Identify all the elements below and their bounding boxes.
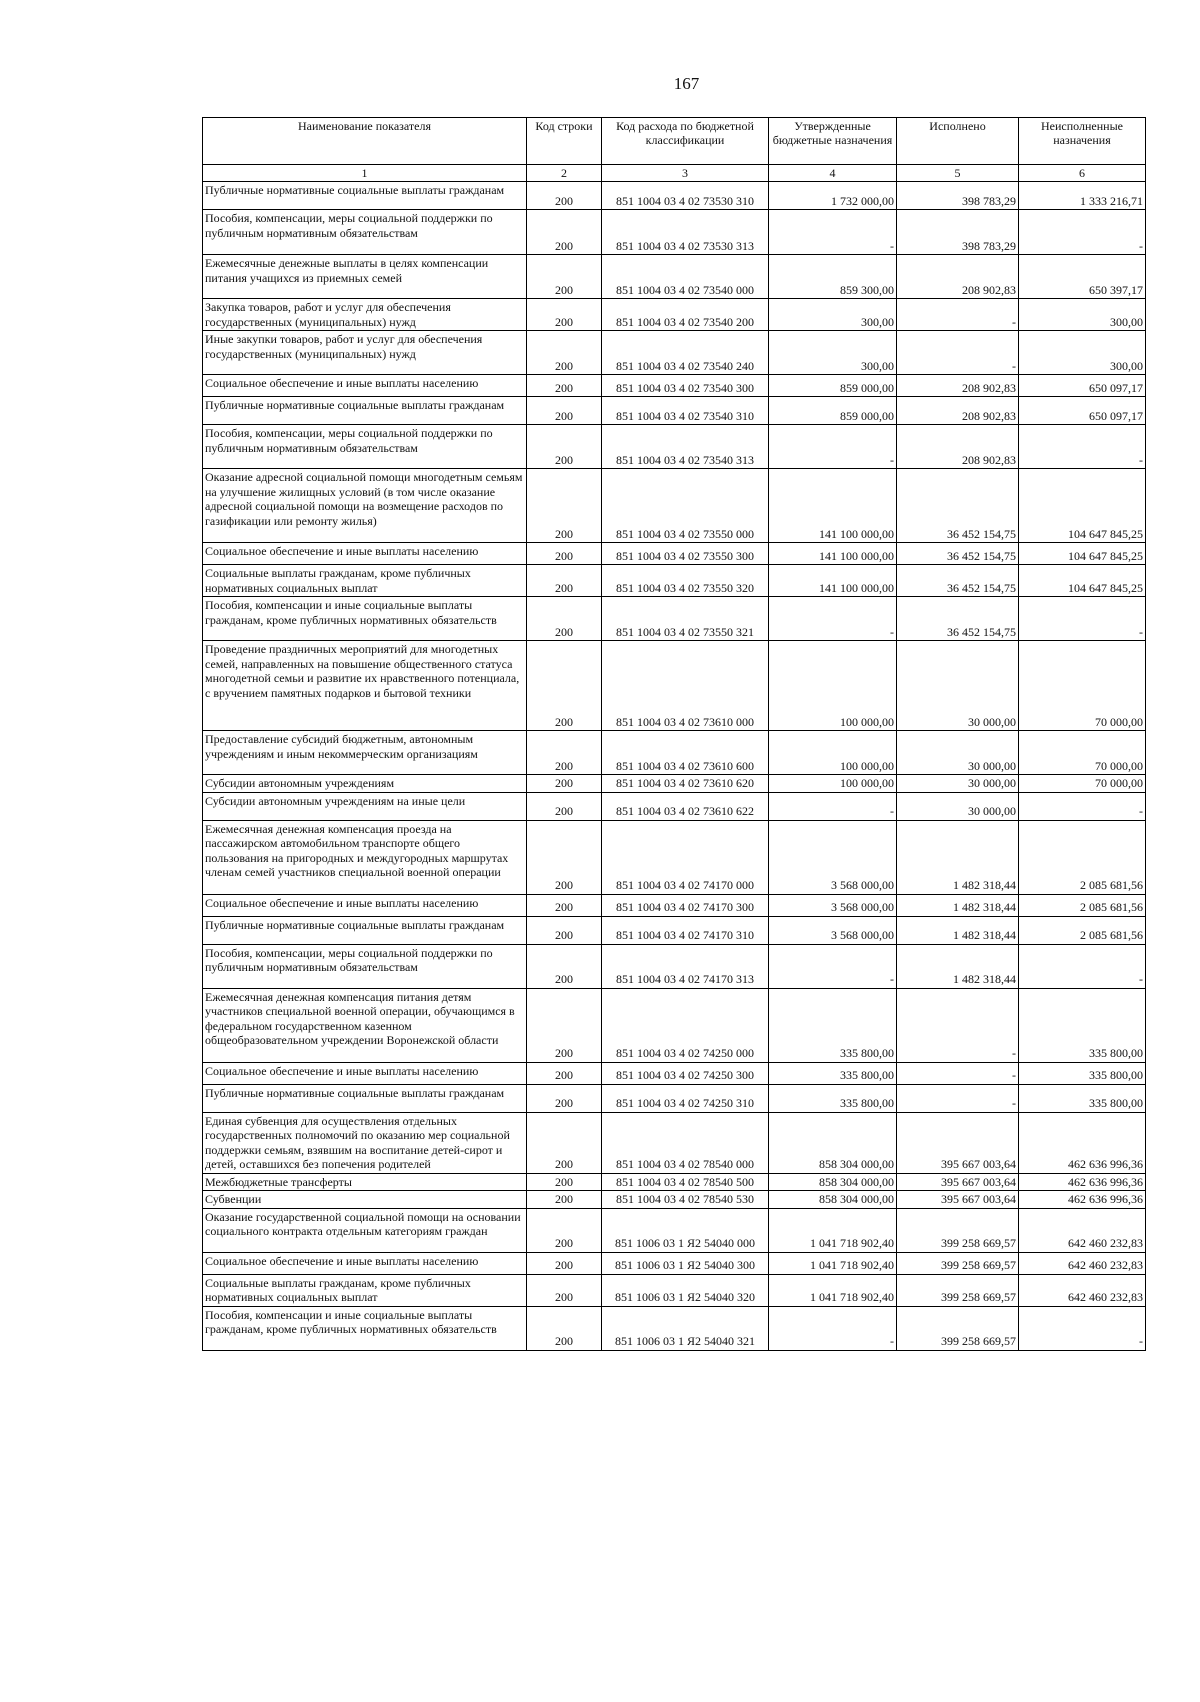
row-expense-code: 851 1004 03 4 02 73610 622 xyxy=(602,792,769,820)
row-expense-code: 851 1004 03 4 02 73610 620 xyxy=(602,775,769,793)
row-remaining: 104 647 845,25 xyxy=(1019,565,1146,597)
column-number: 6 xyxy=(1019,165,1146,182)
page-number: 167 xyxy=(673,74,700,93)
row-name: Субсидии автономным учреждениям на иные цели xyxy=(203,792,527,820)
row-approved: - xyxy=(769,425,897,469)
row-line-code: 200 xyxy=(527,331,602,375)
row-name: Ежемесячные денежные выплаты в целях компенсации питания учащихся из приемных семей xyxy=(203,255,527,299)
row-name: Закупка товаров, работ и услуг для обеспечения государственных (муниципальных) нужд xyxy=(203,299,527,331)
row-remaining: 1 333 216,71 xyxy=(1019,182,1146,210)
row-name: Социальное обеспечение и иные выплаты населению xyxy=(203,375,527,397)
row-approved: 858 304 000,00 xyxy=(769,1191,897,1209)
row-expense-code: 851 1004 03 4 02 74170 310 xyxy=(602,916,769,944)
row-line-code: 200 xyxy=(527,1274,602,1306)
table-row xyxy=(203,299,1146,331)
row-executed: 36 452 154,75 xyxy=(897,543,1019,565)
row-executed: 1 482 318,44 xyxy=(897,894,1019,916)
table-row xyxy=(203,792,1146,820)
table-body xyxy=(203,182,1146,1351)
row-executed: 1 482 318,44 xyxy=(897,820,1019,894)
row-line-code: 200 xyxy=(527,375,602,397)
row-expense-code: 851 1004 03 4 02 73540 313 xyxy=(602,425,769,469)
row-expense-code: 851 1004 03 4 02 73530 310 xyxy=(602,182,769,210)
row-approved: 141 100 000,00 xyxy=(769,565,897,597)
row-approved: 859 000,00 xyxy=(769,375,897,397)
row-line-code: 200 xyxy=(527,1173,602,1191)
row-name: Единая субвенция для осуществления отдельных государственных полномочий по оказанию мер социальной поддержки семьям, взявшим на воспитание детей-сирот и детей, оставшихся без попечения родителей xyxy=(203,1112,527,1173)
row-approved: 141 100 000,00 xyxy=(769,543,897,565)
row-approved: 1 041 718 902,40 xyxy=(769,1274,897,1306)
row-approved: 300,00 xyxy=(769,331,897,375)
row-expense-code: 851 1004 03 4 02 73550 320 xyxy=(602,565,769,597)
row-executed: 398 783,29 xyxy=(897,210,1019,255)
row-expense-code: 851 1004 03 4 02 73610 600 xyxy=(602,731,769,775)
table-row xyxy=(203,894,1146,916)
row-expense-code: 851 1004 03 4 02 73540 000 xyxy=(602,255,769,299)
row-approved: 1 732 000,00 xyxy=(769,182,897,210)
row-name: Социальное обеспечение и иные выплаты населению xyxy=(203,1252,527,1274)
row-name: Межбюджетные трансферты xyxy=(203,1173,527,1191)
row-approved: 100 000,00 xyxy=(769,775,897,793)
row-line-code: 200 xyxy=(527,894,602,916)
row-line-code: 200 xyxy=(527,425,602,469)
table-row xyxy=(203,543,1146,565)
row-name: Социальные выплаты гражданам, кроме публичных нормативных социальных выплат xyxy=(203,565,527,597)
row-approved: 300,00 xyxy=(769,299,897,331)
row-approved: 3 568 000,00 xyxy=(769,916,897,944)
row-approved: 858 304 000,00 xyxy=(769,1173,897,1191)
row-line-code: 200 xyxy=(527,397,602,425)
row-remaining: 2 085 681,56 xyxy=(1019,894,1146,916)
row-executed: 399 258 669,57 xyxy=(897,1274,1019,1306)
header-indicator-name: Наименование показателя xyxy=(203,118,527,165)
row-remaining: - xyxy=(1019,1306,1146,1350)
table-row xyxy=(203,255,1146,299)
table-row xyxy=(203,1062,1146,1084)
row-line-code: 200 xyxy=(527,299,602,331)
row-line-code: 200 xyxy=(527,1208,602,1252)
table-row xyxy=(203,820,1146,894)
row-line-code: 200 xyxy=(527,255,602,299)
row-name: Проведение праздничных мероприятий для многодетных семей, направленных на повышение общественного статуса многодетной семьи и развитие их нравственного потенциала, с вручением памятных подарков и бытовой техники xyxy=(203,641,527,731)
row-executed: - xyxy=(897,1084,1019,1112)
row-expense-code: 851 1004 03 4 02 78540 000 xyxy=(602,1112,769,1173)
row-name: Оказание адресной социальной помощи многодетным семьям на улучшение жилищных условий (в том числе оказание адресной социальной помощи на возмещение расходов по газификации или ремонту жилья) xyxy=(203,469,527,543)
row-approved: - xyxy=(769,210,897,255)
row-approved: 3 568 000,00 xyxy=(769,820,897,894)
row-expense-code: 851 1004 03 4 02 74250 300 xyxy=(602,1062,769,1084)
row-approved: - xyxy=(769,597,897,641)
row-name: Публичные нормативные социальные выплаты гражданам xyxy=(203,1084,527,1112)
row-remaining: 335 800,00 xyxy=(1019,1062,1146,1084)
row-executed: 399 258 669,57 xyxy=(897,1252,1019,1274)
row-executed: - xyxy=(897,1062,1019,1084)
row-remaining: 650 397,17 xyxy=(1019,255,1146,299)
row-expense-code: 851 1004 03 4 02 73540 300 xyxy=(602,375,769,397)
table-row xyxy=(203,944,1146,988)
row-line-code: 200 xyxy=(527,597,602,641)
row-remaining: 104 647 845,25 xyxy=(1019,543,1146,565)
row-remaining: 70 000,00 xyxy=(1019,731,1146,775)
column-number-row xyxy=(203,165,1146,182)
row-remaining: - xyxy=(1019,944,1146,988)
row-approved: - xyxy=(769,1306,897,1350)
row-name: Публичные нормативные социальные выплаты гражданам xyxy=(203,916,527,944)
header-approved: Утвержденные бюджетные назначения xyxy=(769,118,897,165)
row-executed: 208 902,83 xyxy=(897,255,1019,299)
row-executed: 208 902,83 xyxy=(897,397,1019,425)
row-name: Оказание государственной социальной помощи на основании социального контракта отдельным категориям граждан xyxy=(203,1208,527,1252)
row-remaining: 462 636 996,36 xyxy=(1019,1173,1146,1191)
row-approved: 1 041 718 902,40 xyxy=(769,1208,897,1252)
row-expense-code: 851 1004 03 4 02 73610 000 xyxy=(602,641,769,731)
row-line-code: 200 xyxy=(527,1084,602,1112)
row-expense-code: 851 1004 03 4 02 73530 313 xyxy=(602,210,769,255)
row-expense-code: 851 1004 03 4 02 78540 500 xyxy=(602,1173,769,1191)
table-row xyxy=(203,731,1146,775)
row-executed: - xyxy=(897,331,1019,375)
row-name: Пособия, компенсации, меры социальной поддержки по публичным нормативным обязательствам xyxy=(203,944,527,988)
row-approved: 1 041 718 902,40 xyxy=(769,1252,897,1274)
header-remaining: Неисполненные назначения xyxy=(1019,118,1146,165)
row-line-code: 200 xyxy=(527,641,602,731)
row-line-code: 200 xyxy=(527,543,602,565)
row-name: Иные закупки товаров, работ и услуг для обеспечения государственных (муниципальных) нужд xyxy=(203,331,527,375)
column-number: 5 xyxy=(897,165,1019,182)
row-line-code: 200 xyxy=(527,1306,602,1350)
header-expense-code: Код расхода по бюджетной классификации xyxy=(602,118,769,165)
row-line-code: 200 xyxy=(527,565,602,597)
row-expense-code: 851 1004 03 4 02 74170 300 xyxy=(602,894,769,916)
row-approved: 859 300,00 xyxy=(769,255,897,299)
row-remaining: 335 800,00 xyxy=(1019,988,1146,1062)
row-remaining: 642 460 232,83 xyxy=(1019,1274,1146,1306)
row-remaining: 462 636 996,36 xyxy=(1019,1191,1146,1209)
table-row xyxy=(203,1306,1146,1350)
row-remaining: - xyxy=(1019,792,1146,820)
row-line-code: 200 xyxy=(527,1252,602,1274)
table-row xyxy=(203,331,1146,375)
table-row xyxy=(203,597,1146,641)
row-remaining: 650 097,17 xyxy=(1019,397,1146,425)
row-remaining: 2 085 681,56 xyxy=(1019,916,1146,944)
row-line-code: 200 xyxy=(527,792,602,820)
row-name: Социальные выплаты гражданам, кроме публичных нормативных социальных выплат xyxy=(203,1274,527,1306)
row-line-code: 200 xyxy=(527,988,602,1062)
row-line-code: 200 xyxy=(527,469,602,543)
table-row xyxy=(203,1112,1146,1173)
row-remaining: - xyxy=(1019,210,1146,255)
table-row xyxy=(203,1173,1146,1191)
row-remaining: 462 636 996,36 xyxy=(1019,1112,1146,1173)
row-name: Ежемесячная денежная компенсация проезда на пассажирском автомобильном транспорте общего пользования на пригородных и междугородных маршрутах членам семей участников специальной военной операции xyxy=(203,820,527,894)
row-remaining: 70 000,00 xyxy=(1019,641,1146,731)
column-number: 1 xyxy=(203,165,527,182)
row-name: Пособия, компенсации и иные социальные выплаты гражданам, кроме публичных нормативных обязательств xyxy=(203,597,527,641)
row-approved: - xyxy=(769,944,897,988)
row-expense-code: 851 1004 03 4 02 73540 200 xyxy=(602,299,769,331)
row-remaining: 300,00 xyxy=(1019,299,1146,331)
row-expense-code: 851 1004 03 4 02 73550 321 xyxy=(602,597,769,641)
row-executed: 30 000,00 xyxy=(897,792,1019,820)
row-expense-code: 851 1004 03 4 02 74250 310 xyxy=(602,1084,769,1112)
table-row xyxy=(203,565,1146,597)
row-line-code: 200 xyxy=(527,1062,602,1084)
row-approved: 141 100 000,00 xyxy=(769,469,897,543)
row-executed: - xyxy=(897,988,1019,1062)
row-line-code: 200 xyxy=(527,916,602,944)
row-approved: 335 800,00 xyxy=(769,1084,897,1112)
header-line-code: Код строки xyxy=(527,118,602,165)
row-approved: 100 000,00 xyxy=(769,641,897,731)
row-approved: - xyxy=(769,792,897,820)
row-expense-code: 851 1004 03 4 02 74250 000 xyxy=(602,988,769,1062)
row-name: Ежемесячная денежная компенсация питания детям участников специальной военной операции, обучающимся в федеральном государственном казенном общеобразовательном учреждении Воронежской области xyxy=(203,988,527,1062)
row-executed: 395 667 003,64 xyxy=(897,1191,1019,1209)
row-name: Пособия, компенсации и иные социальные выплаты гражданам, кроме публичных нормативных обязательств xyxy=(203,1306,527,1350)
row-executed: 36 452 154,75 xyxy=(897,597,1019,641)
table-row xyxy=(203,425,1146,469)
row-executed: 399 258 669,57 xyxy=(897,1208,1019,1252)
column-number: 2 xyxy=(527,165,602,182)
row-remaining: 642 460 232,83 xyxy=(1019,1208,1146,1252)
table-row xyxy=(203,641,1146,731)
row-expense-code: 851 1006 03 1 Я2 54040 000 xyxy=(602,1208,769,1252)
row-approved: 335 800,00 xyxy=(769,1062,897,1084)
row-executed: 36 452 154,75 xyxy=(897,469,1019,543)
row-approved: 3 568 000,00 xyxy=(769,894,897,916)
row-line-code: 200 xyxy=(527,944,602,988)
row-expense-code: 851 1004 03 4 02 73550 000 xyxy=(602,469,769,543)
row-approved: 858 304 000,00 xyxy=(769,1112,897,1173)
row-executed: 208 902,83 xyxy=(897,425,1019,469)
row-line-code: 200 xyxy=(527,775,602,793)
table-row xyxy=(203,1252,1146,1274)
row-remaining: 642 460 232,83 xyxy=(1019,1252,1146,1274)
table-row xyxy=(203,916,1146,944)
row-remaining: 650 097,17 xyxy=(1019,375,1146,397)
row-expense-code: 851 1004 03 4 02 73540 240 xyxy=(602,331,769,375)
row-name: Предоставление субсидий бюджетным, автономным учреждениям и иным некоммерческим организациям xyxy=(203,731,527,775)
row-name: Социальное обеспечение и иные выплаты населению xyxy=(203,543,527,565)
row-executed: 1 482 318,44 xyxy=(897,944,1019,988)
table-row xyxy=(203,397,1146,425)
row-expense-code: 851 1004 03 4 02 74170 000 xyxy=(602,820,769,894)
row-expense-code: 851 1004 03 4 02 74170 313 xyxy=(602,944,769,988)
row-line-code: 200 xyxy=(527,820,602,894)
row-expense-code: 851 1006 03 1 Я2 54040 300 xyxy=(602,1252,769,1274)
row-remaining: - xyxy=(1019,597,1146,641)
row-name: Публичные нормативные социальные выплаты гражданам xyxy=(203,182,527,210)
table-row xyxy=(203,182,1146,210)
table-row xyxy=(203,775,1146,793)
table-row xyxy=(203,1274,1146,1306)
row-remaining: - xyxy=(1019,425,1146,469)
row-executed: 208 902,83 xyxy=(897,375,1019,397)
row-remaining: 70 000,00 xyxy=(1019,775,1146,793)
row-line-code: 200 xyxy=(527,731,602,775)
table-row xyxy=(203,1208,1146,1252)
row-executed: 398 783,29 xyxy=(897,182,1019,210)
row-executed: - xyxy=(897,299,1019,331)
row-name: Социальное обеспечение и иные выплаты населению xyxy=(203,1062,527,1084)
row-executed: 395 667 003,64 xyxy=(897,1112,1019,1173)
row-expense-code: 851 1004 03 4 02 78540 530 xyxy=(602,1191,769,1209)
row-approved: 859 000,00 xyxy=(769,397,897,425)
header-executed: Исполнено xyxy=(897,118,1019,165)
row-line-code: 200 xyxy=(527,1112,602,1173)
row-expense-code: 851 1004 03 4 02 73540 310 xyxy=(602,397,769,425)
row-expense-code: 851 1006 03 1 Я2 54040 321 xyxy=(602,1306,769,1350)
row-name: Пособия, компенсации, меры социальной поддержки по публичным нормативным обязательствам xyxy=(203,425,527,469)
row-name: Субвенции xyxy=(203,1191,527,1209)
row-remaining: 335 800,00 xyxy=(1019,1084,1146,1112)
table-row xyxy=(203,988,1146,1062)
row-remaining: 300,00 xyxy=(1019,331,1146,375)
row-executed: 399 258 669,57 xyxy=(897,1306,1019,1350)
row-executed: 1 482 318,44 xyxy=(897,916,1019,944)
row-executed: 395 667 003,64 xyxy=(897,1173,1019,1191)
row-line-code: 200 xyxy=(527,1191,602,1209)
row-executed: 30 000,00 xyxy=(897,731,1019,775)
table-row xyxy=(203,375,1146,397)
row-line-code: 200 xyxy=(527,182,602,210)
row-executed: 30 000,00 xyxy=(897,641,1019,731)
row-name: Субсидии автономным учреждениям xyxy=(203,775,527,793)
row-remaining: 104 647 845,25 xyxy=(1019,469,1146,543)
budget-execution-table xyxy=(202,117,1146,1351)
row-approved: 100 000,00 xyxy=(769,731,897,775)
row-expense-code: 851 1006 03 1 Я2 54040 320 xyxy=(602,1274,769,1306)
table-row xyxy=(203,210,1146,255)
column-number: 3 xyxy=(602,165,769,182)
table-row xyxy=(203,1084,1146,1112)
row-line-code: 200 xyxy=(527,210,602,255)
row-name: Публичные нормативные социальные выплаты гражданам xyxy=(203,397,527,425)
table-row xyxy=(203,1191,1146,1209)
row-expense-code: 851 1004 03 4 02 73550 300 xyxy=(602,543,769,565)
row-name: Пособия, компенсации, меры социальной поддержки по публичным нормативным обязательствам xyxy=(203,210,527,255)
row-remaining: 2 085 681,56 xyxy=(1019,820,1146,894)
table-header-row xyxy=(203,118,1146,165)
table-row xyxy=(203,469,1146,543)
row-name: Социальное обеспечение и иные выплаты населению xyxy=(203,894,527,916)
column-number: 4 xyxy=(769,165,897,182)
row-approved: 335 800,00 xyxy=(769,988,897,1062)
row-executed: 30 000,00 xyxy=(897,775,1019,793)
row-executed: 36 452 154,75 xyxy=(897,565,1019,597)
